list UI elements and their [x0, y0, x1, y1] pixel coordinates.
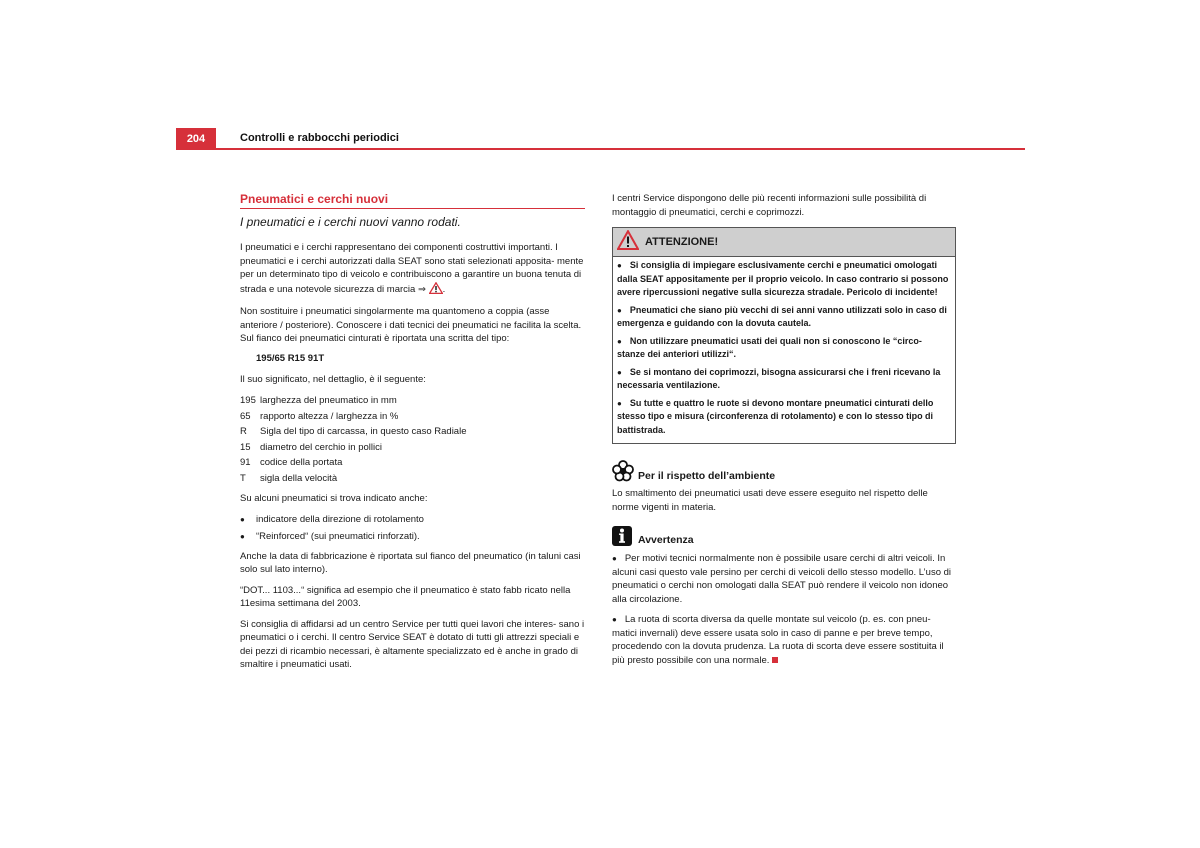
end-of-section-marker [772, 657, 778, 663]
attention-item: ● Non utilizzare pneumatici usati dei quali non si conoscono le “circo- stanze dei anteriori utilizzi“. [617, 335, 922, 359]
environment-header [612, 460, 956, 487]
note-label: Avvertenza [638, 534, 694, 546]
attention-body [613, 256, 955, 443]
paragraph-service: Si consiglia di affidarsi ad un centro Service per tutti quei lavori che interes- sano i pneumatici o i cerchi. Il centro Service SEAT è dotato di tutti gli attrezzi speciali e dei pezzi di ricambio necessari, è altamente specializzato ed è anche in grado di smaltire i pneumatici usati. [240, 618, 585, 670]
definition-row: 91 codice della portata [240, 457, 343, 468]
environment-label: Per il rispetto dell’ambiente [638, 469, 776, 482]
attention-label: ATTENZIONE! [645, 236, 719, 248]
attention-item: ● Si consiglia di impiegare esclusivamente cerchi e pneumatici omologati dalla SEAT appositamente per il proprio veicolo. In caso contrario si possono avere ripercussioni negative sulla sicurezza stradale. Pericolo di incidente! [617, 260, 949, 297]
definition-row: R Sigla del tipo di carcassa, in questo caso Radiale [240, 426, 467, 437]
tyre-code: 195/65 R15 91T [256, 352, 325, 364]
attention-box [612, 227, 956, 444]
paragraph-pairs: Non sostituire i pneumatici singolarmente ma quantomeno a coppia (asse anteriore / posteriore). Conoscere i dati tecnici dei pneumatici ne facilita la scelta. Sul fianco dei pneumatici cinturati è riportata una scritta del tipo: [240, 306, 582, 344]
definition-row: 15 diametro del cerchio in pollici [240, 441, 382, 453]
paragraph-date: Anche la data di fabbricazione è riportata sul fianco del pneumatico (in taluni casi solo sul lato interno). [240, 550, 581, 575]
definition-row: 65 rapporto altezza / larghezza in % [240, 410, 399, 422]
paragraph-also: Su alcuni pneumatici si trova indicato anche: [240, 493, 428, 504]
warning-triangle-icon [617, 230, 645, 255]
info-icon [612, 526, 632, 546]
list-item: ● indicatore della direzione di rotolamento [240, 513, 585, 527]
section-subtitle: I pneumatici e i cerchi nuovi vanno rodati. [240, 215, 461, 229]
note-item: ● Per motivi tecnici normalmente non è possibile usare cerchi di altri veicoli. In alcuni casi questo vale persino per cerchi di veicoli dello stesso modello. L’uso di pneumatici o cerchi non omologati dalla SEAT può rendere il veicolo non idoneo alla circolazione. [612, 553, 952, 605]
definition-row: T sigla della velocità [240, 472, 338, 484]
environment-text: Lo smaltimento dei pneumatici usati deve essere eseguito nel rispetto delle norme vigenti in materia. [612, 488, 928, 513]
left-column [240, 192, 585, 679]
bullet-list [240, 513, 585, 544]
list-item: ● “Reinforced“ (sui pneumatici rinforzati). [240, 530, 585, 544]
paragraph-intro: I pneumatici e i cerchi rappresentano dei componenti costruttivi importanti. I pneumatici e i cerchi autorizzati dalla SEAT sono stati selezionati apposita- mente per un determinato tipo di veicolo e contribuiscono a garantire un buona tenuta di strada e una notevole sicurezza di marcia ⇒ . [240, 241, 585, 298]
paragraph-service-info: I centri Service dispongono delle più recenti informazioni sulle possibilità di montaggio di pneumatici, cerchi e coprimozzi. [612, 193, 927, 218]
definition-row: 195 larghezza del pneumatico in mm [240, 395, 397, 406]
paragraph-meaning: Il suo significato, nel dettaglio, è il seguente: [240, 373, 426, 385]
page-number: 204 [176, 128, 216, 148]
section-title: Pneumatici e cerchi nuovi [240, 192, 585, 209]
paragraph-dot: “DOT... 1103...“ significa ad esempio che il pneumatico è stato fabb ricato nella 11esima settimana del 2003. [240, 584, 571, 609]
warning-triangle-icon [429, 282, 443, 299]
attention-header [613, 228, 955, 256]
attention-item: ● Se si montano dei coprimozzi, bisogna assicurarsi che i freni ricevano la necessaria ventilazione. [617, 366, 941, 390]
definition-list [240, 393, 585, 486]
flower-icon [612, 460, 634, 487]
paragraph-intro-text: I pneumatici e i cerchi rappresentano dei componenti costruttivi importanti. I pneumatici e i cerchi autorizzati dalla SEAT sono stati selezionati apposita- mente per un determinato tipo di veicolo e contribuiscono a garantire un buona tenuta di strada e una notevole sicurezza di marcia ⇒ [240, 242, 584, 295]
note-header [612, 526, 956, 546]
attention-item: ● Pneumatici che siano più vecchi di sei anni vanno utilizzati solo in caso di emergenza e guidando con la dovuta cautela. [617, 304, 947, 328]
page-header [176, 128, 1025, 150]
note-item: ● La ruota di scorta diversa da quelle montate sul veicolo (p. es. con pneu- matici invernali) deve essere usata solo in caso di panne e per breve tempo, procedendo con la dovuta prudenza. La ruota di scorta deve essere sostituita il più presto possibile con una normale. [612, 614, 944, 666]
chapter-title: Controlli e rabbocchi periodici [240, 132, 399, 144]
attention-item: ● Su tutte e quattro le ruote si devono montare pneumatici cinturati dello stesso tipo e misura (circonferenza di rotolamento) e con lo stesso tipo di battistrada. [617, 397, 934, 435]
right-column [612, 192, 956, 674]
